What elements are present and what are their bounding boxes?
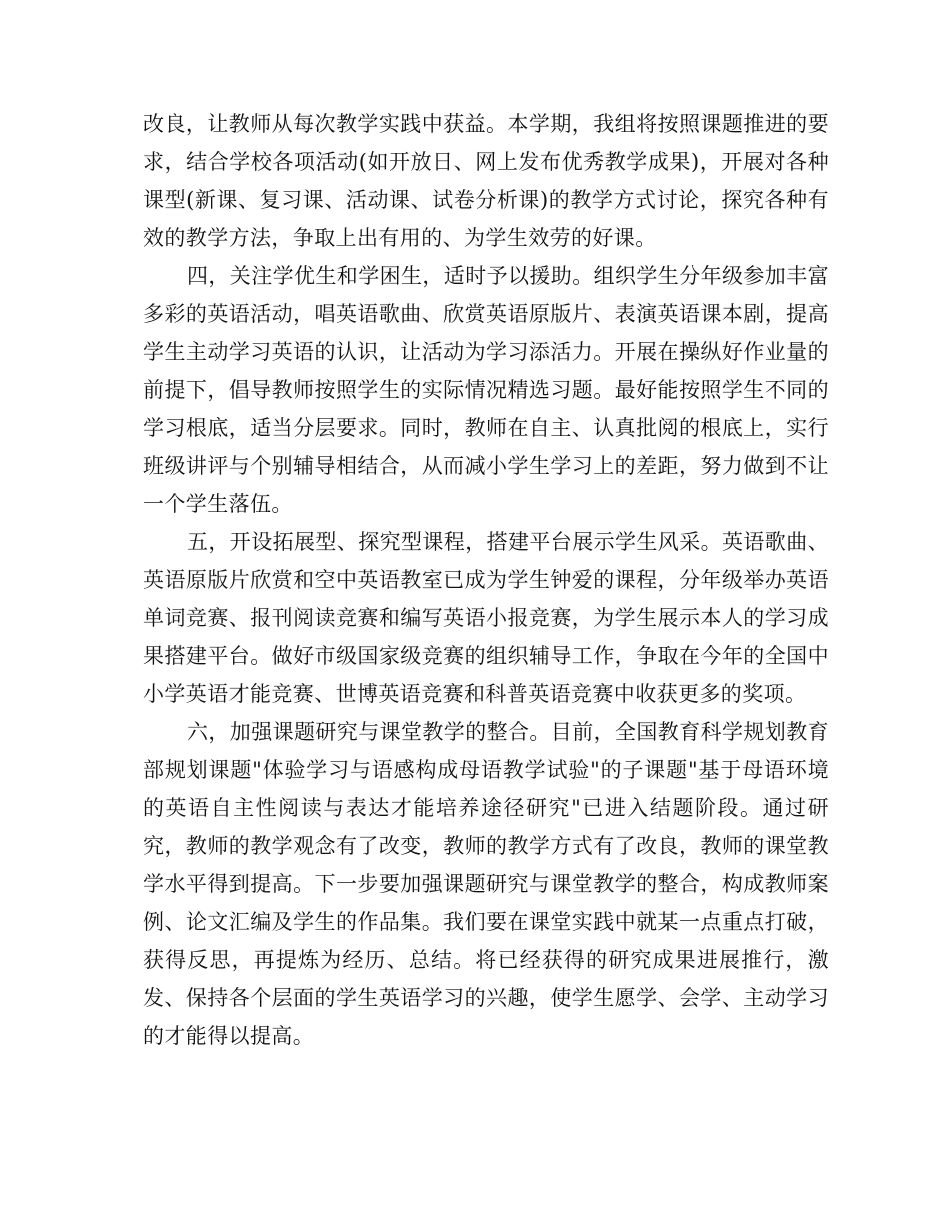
document-body — [143, 105, 829, 1055]
paragraph-section-four: 四，关注学优生和学困生，适时予以援助。组织学生分年级参加丰富多彩的英语活动，唱英语歌曲、欣赏英语原版片、表演英语课本剧，提高学生主动学习英语的认识，让活动为学习添活力。开展在操纵好作业量的前提下，倡导教师按照学生的实际情况精选习题。最好能按照学生不同的学习根底，适当分层要求。同时，教师在自主、认真批阅的根底上，实行班级讲评与个别辅导相结合，从而减小学生学习上的差距，努力做到不让一个学生落伍。 — [143, 264, 829, 516]
paragraph-section-five: 五，开设拓展型、探究型课程，搭建平台展示学生风采。英语歌曲、英语原版片欣赏和空中英语教室已成为学生钟爱的课程，分年级举办英语单词竞赛、报刊阅读竞赛和编写英语小报竞赛，为学生展示本人的学习成果搭建平台。做好市级国家级竞赛的组织辅导工作，争取在今年的全国中小学英语才能竞赛、世博英语竞赛和科普英语竞赛中收获更多的奖项。 — [143, 530, 829, 706]
paragraph-continuation: 改良，让教师从每次教学实践中获益。本学期，我组将按照课题推进的要求，结合学校各项活动(如开放日、网上发布优秀教学成果)，开展对各种课型(新课、复习课、活动课、试卷分析课)的教学方式讨论，探究各种有效的教学方法，争取上出有用的、为学生效劳的好课。 — [143, 112, 829, 250]
paragraph-section-six: 六，加强课题研究与课堂教学的整合。目前，全国教育科学规划教育部规划课题"体验学习与语感构成母语教学试验"的子课题"基于母语环境的英语自主性阅读与表达才能培养途径研究"已进入结题阶段。通过研究，教师的教学观念有了改变，教师的教学方式有了改良，教师的课堂教学水平得到提高。下一步要加强课题研究与课堂教学的整合，构成教师案例、论文汇编及学生的作品集。我们要在课堂实践中就某一点重点打破，获得反思，再提炼为经历、总结。将已经获得的研究成果进展推行，激发、保持各个层面的学生英语学习的兴趣，使学生愿学、会学、主动学习的才能得以提高。 — [143, 720, 829, 1048]
